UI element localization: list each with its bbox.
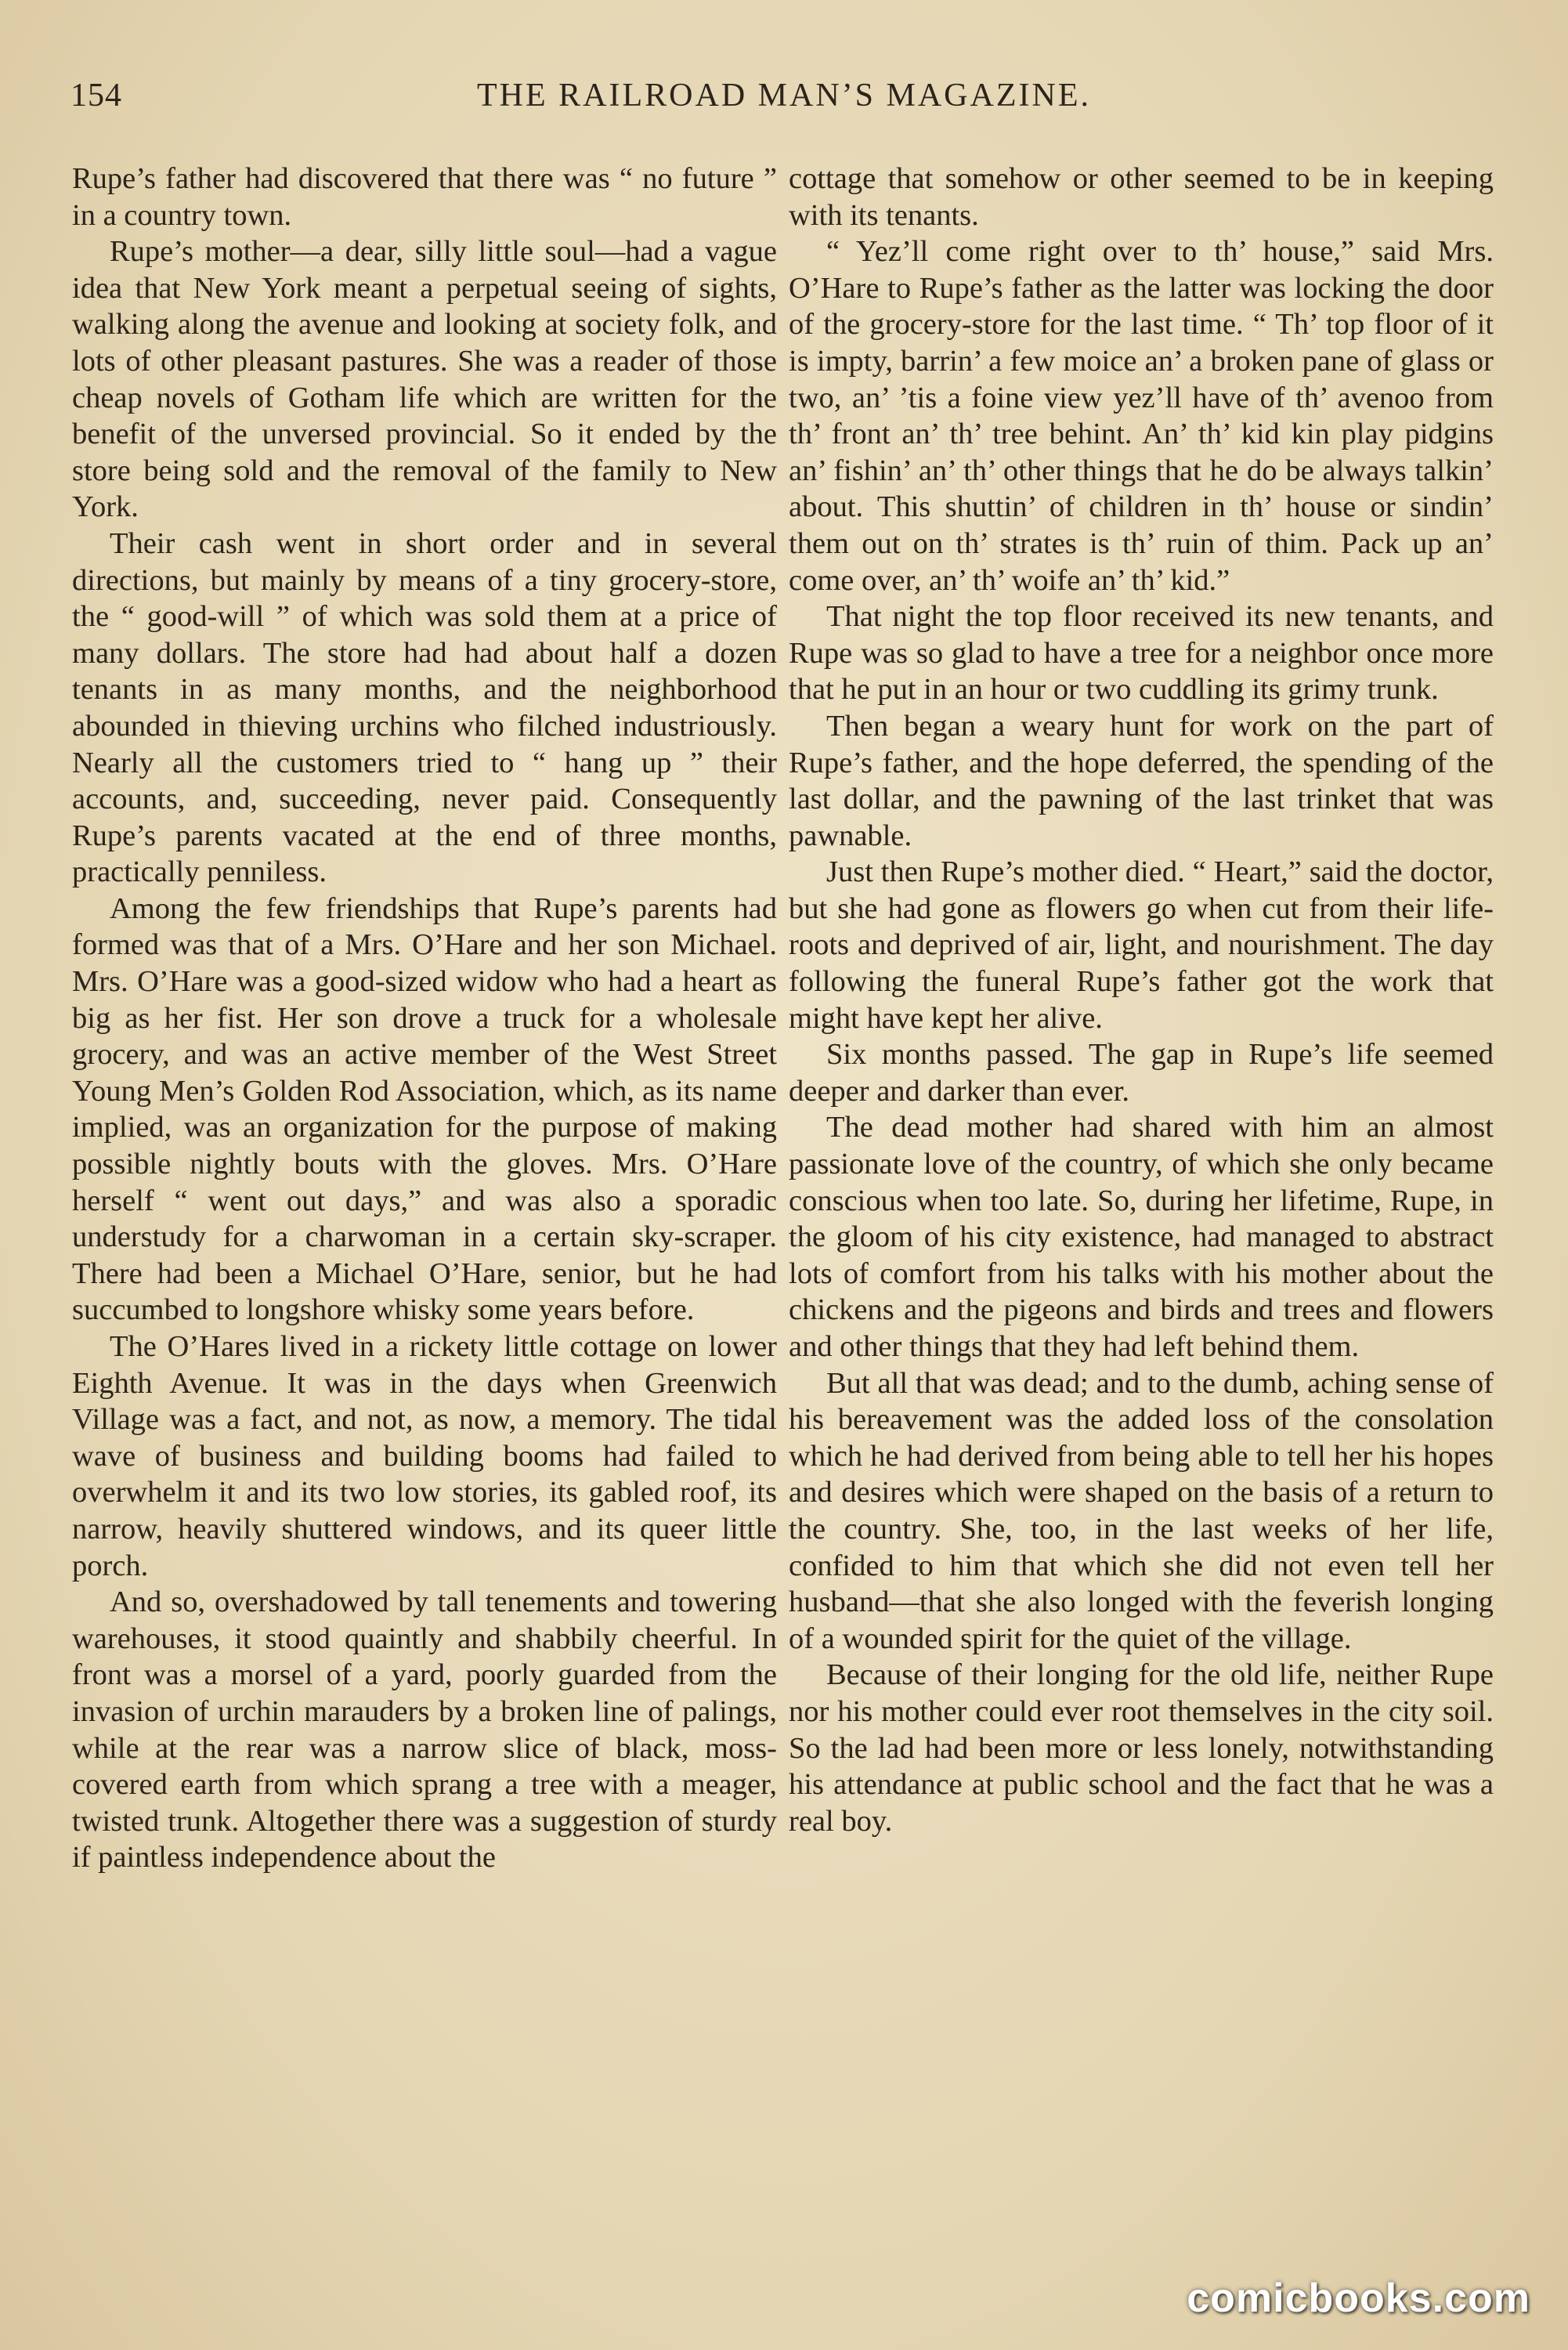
right-column [789,161,1494,1839]
watermark: comicbooks.com [1187,2276,1530,2321]
page-header [70,77,1498,132]
paragraph: Just then Rupe’s mother died. “ Heart,” said the doctor, but she had gone as flowers go when cut from their life-roots and deprived of air, light, and nourishment. The day following the funeral Rupe’s father got the work that might have kept her alive. [789,855,1494,1035]
paragraph: Their cash went in short order and in several directions, but mainly by means of a tiny grocery-store, the “ good-will ” of which was sold them at a price of many dollars. The store had had about half a dozen tenants in as many months, and the neighborhood abounded in thieving urchins who filched industriously. Nearly all the customers tried to “ hang up ” their accounts, and, succeeding, never paid. Consequently Rupe’s parents vacated at the end of three months, practically penniless. [72,526,777,889]
paragraph: “ Yez’ll come right over to th’ house,” said Mrs. O’Hare to Rupe’s father as the latter was locking the door of the grocery-store for the last time. “ Th’ top floor of it is impty, barrin’ a few moice an’ a broken pane of glass or two, an’ ’tis a foine view yez’ll have of th’ avenoo from th’ front an’ th’ tree behint. An’ th’ kid kin play pidgins an’ fishin’ an’ th’ other things that he do be always talkin’ about. This shuttin’ of children in th’ house or sindin’ them out on th’ strates is th’ ruin of thim. Pack up an’ come over, an’ th’ woife an’ th’ kid.” [789,235,1494,597]
paragraph: Six months passed. The gap in Rupe’s life seemed deeper and darker than ever. [789,1038,1494,1108]
paragraph: And so, overshadowed by tall tenements and towering warehouses, it stood quaintly and shabbily cheerful. In front was a morsel of a yard, poorly guarded from the invasion of urchin marauders by a broken line of palings, while at the rear was a narrow slice of black, moss-covered earth from which sprang a tree with a meager, twisted trunk. Altogether there was a suggestion of sturdy if paintless independence about the [72,1585,777,1875]
running-title: THE RAILROAD MAN’S MAGAZINE. [477,78,1091,114]
paragraph: Then began a weary hunt for work on the part of Rupe’s father, and the hope deferred, the spending of the last dollar, and the pawning of the last trinket that was pawnable. [789,709,1494,852]
paragraph: Because of their longing for the old life, neither Rupe nor his mother could ever root themselves in the city soil. So the lad had been more or less lonely, notwithstanding his attendance at public school and the fact that he was a real boy. [789,1658,1494,1838]
paragraph: That night the top floor received its new tenants, and Rupe was so glad to have a tree for a neighbor once more that he put in an hour or two cuddling its grimy trunk. [789,600,1494,707]
paragraph: The dead mother had shared with him an almost passionate love of the country, of which she only became conscious when too late. So, during her lifetime, Rupe, in the gloom of his city existence, had managed to abstract lots of comfort from his talks with his mother about the chickens and the pigeons and birds and trees and flowers and other things that they had left behind them. [789,1111,1494,1363]
paragraph: Rupe’s mother—a dear, silly little soul—had a vague idea that New York meant a perpetual seeing of sights, walking along the avenue and looking at society folk, and lots of other pleasant pastures. She was a reader of those cheap novels of Gotham life which are written for the benefit of the unversed provincial. So it ended by the store being sold and the removal of the family to New York. [72,235,777,524]
paragraph: cottage that somehow or other seemed to be in keeping with its tenants. [789,162,1494,232]
paragraph: But all that was dead; and to the dumb, aching sense of his bereavement was the added loss of the consolation which he had derived from being able to tell her his hopes and desires which were shaped on the basis of a return to the country. She, too, in the last weeks of her life, confided to him that which she did not even tell her husband—that she also longed with the feverish longing of a wounded spirit for the quiet of the village. [789,1366,1494,1655]
page-number: 154 [70,78,122,114]
paragraph: The O’Hares lived in a rickety little cottage on lower Eighth Avenue. It was in the days when Greenwich Village was a fact, and not, as now, a memory. The tidal wave of business and building booms had failed to overwhelm it and its two low stories, its gabled roof, its narrow, heavily shuttered windows, and its queer little porch. [72,1330,777,1582]
paragraph: Rupe’s father had discovered that there was “ no future ” in a country town. [72,162,777,232]
left-column [72,161,777,1876]
paragraph: Among the few friendships that Rupe’s parents had formed was that of a Mrs. O’Hare and her son Michael. Mrs. O’Hare was a good-sized widow who had a heart as big as her fist. Her son drove a truck for a wholesale grocery, and was an active member of the West Street Young Men’s Golden Rod Association, which, as its name implied, was an organization for the purpose of making possible nightly bouts with the gloves. Mrs. O’Hare herself “ went out days,” and was also a sporadic understudy for a charwoman in a certain sky-scraper. There had been a Michael O’Hare, senior, but he had succumbed to longshore whisky some years before. [72,891,777,1327]
